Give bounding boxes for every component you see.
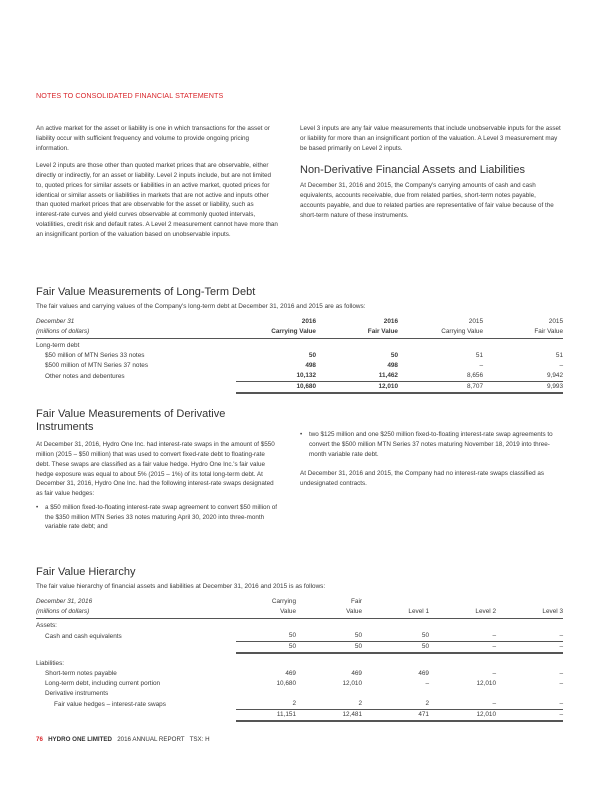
debt-row-value: 498 [305,362,316,370]
hier-header-label-2: (millions of dollars) [36,607,236,619]
fair-value-hierarchy-table [36,597,563,722]
debt-row-label: $50 million of MTN Series 33 notes [45,352,145,360]
table-row [36,361,563,371]
debt-header-col-2: Fair Value [316,327,398,339]
hier-total-value: 471 [362,710,429,722]
bullet-icon: • [36,503,39,511]
hier-header-level-2: Level 2 [429,607,496,619]
hier-total-value: 50 [362,642,429,654]
debt-total-value: 12,010 [316,382,398,394]
debt-row-label: Other notes and debentures [45,372,125,380]
hier-row-label: Long-term debt, including current portion [45,680,161,688]
hier-row-label: Cash and cash equivalents [45,632,122,640]
hierarchy-lead: The fair value hierarchy of financial assets and liabilities at December 31, 2016 and 2015 is as follows: [36,583,326,591]
debt-row-value: 11,462 [378,372,398,380]
debt-total-value: 8,707 [398,382,483,394]
table-row [36,351,563,361]
page-footer [36,735,210,745]
hier-row-value: – [559,632,563,640]
table-total-row [36,642,563,654]
table-row [36,699,563,710]
hier-row-value: 12,010 [476,680,496,688]
hier-row-value: – [425,680,429,688]
derivative-bullet-list-2 [300,430,562,459]
hier-row-value: 2 [358,700,362,708]
hier-row-value: 469 [351,670,362,678]
hier-row-value: 2 [292,700,296,708]
non-derivative-heading: Non-Derivative Financial Assets and Liabilities [300,164,525,177]
table-total-row [36,382,563,394]
hier-row-value: 12,010 [342,680,362,688]
intro-right-column [300,124,562,228]
hier-row-value: 469 [285,670,296,678]
hier-row-value: – [559,680,563,688]
hier-header-value: Value [236,607,296,619]
debt-row-value: 51 [475,352,483,360]
derivative-undesignated-paragraph: At December 31, 2016 and 2015, the Company had no interest-rate swaps classified as undesignated contracts. [300,470,544,487]
hier-total-value: 50 [236,642,296,654]
hier-row-value: – [559,700,563,708]
table-total-row [36,710,563,722]
hier-row-value: – [492,700,496,708]
debt-row-value: 10,132 [296,372,316,380]
derivative-right-column [300,430,562,497]
debt-row-value: 9,942 [547,372,563,380]
debt-header-label-1: December 31 [36,318,75,326]
derivative-heading: Fair Value Measurements of Derivative Instruments [36,408,226,434]
long-term-debt-lead: The fair values and carrying values of the Company's long-term debt at December 31, 2016 and 2015 are as follows: [36,303,366,311]
hier-total-value: 11,151 [236,710,296,722]
list-item: • a $50 million fixed-to-floating interest-rate swap agreement to convert $50 million of the $350 million MTN Series 33 notes maturing April 30, 2020 into three-month variable rate debt; and [36,503,278,531]
long-term-debt-section [36,286,563,394]
footer-report: 2016 ANNUAL REPORT [117,736,185,743]
hier-row-value: 50 [288,632,296,640]
hier-total-value: – [429,642,496,654]
hier-row-value: 50 [421,632,429,640]
debt-header-year-4: 2015 [548,318,563,326]
intro-left-column [36,124,278,247]
debt-row-value: – [479,362,483,370]
hier-header-label-1: December 31, 2016 [36,598,93,606]
list-item: • two $125 million and one $250 million fixed-to-floating interest-rate swap agreements to convert the $500 million MTN Series 37 notes maturing November 18, 2019 into three-month variable rate debt. [300,431,553,458]
hier-header-level-3: Level 3 [496,607,563,619]
debt-row-value: 50 [308,352,316,360]
debt-row-value: 8,656 [467,372,483,380]
intro-paragraph-active-market: An active market for the asset or liability is one in which transactions for the asset or liability occur with sufficient frequency and volume to provide ongoing pricing information. [36,125,270,152]
intro-paragraph-level3: Level 3 inputs are any fair value measurements that include unobservable inputs for the asset or liability for more than an insignificant portion of the valuation. A Level 3 measurement may be based primarily on Level 2 inputs. [300,125,561,152]
hier-row-value: 10,680 [276,680,296,688]
derivative-left-column [36,408,278,532]
hier-row-value: 50 [354,632,362,640]
assets-label: Assets: [36,622,57,630]
debt-total-value: 10,680 [236,382,316,394]
hier-header-level-1: Level 1 [362,607,429,619]
bullet-icon: • [300,431,303,438]
derivative-bullet-list [36,503,278,532]
footer-ticker: TSX: H [189,736,210,743]
debt-group-label: Long-term debt [36,342,80,350]
hier-total-value: 12,481 [296,710,362,722]
hier-total-value: – [496,710,563,722]
table-row [36,679,563,689]
table-row [36,371,563,382]
hier-row-label: Fair value hedges – interest-rate swaps [54,700,166,708]
hier-row-label: Short-term notes payable [45,670,117,678]
hier-row-value: – [492,670,496,678]
long-term-debt-table [36,317,563,394]
debt-header-label-2: (millions of dollars) [36,327,236,339]
debt-row-value: 50 [390,352,398,360]
liabilities-label: Liabilities: [36,660,65,668]
hier-header-value: Value [296,607,362,619]
hier-total-value: – [496,642,563,654]
debt-row-value: 498 [387,362,398,370]
non-derivative-paragraph: At December 31, 2016 and 2015, the Company's carrying amounts of cash and cash equivalents, accounts receivable, due from related parties, short-term notes payable, accounts payable, and due to related parties are representative of fair value because of the short-term nature of these instruments. [300,182,554,219]
table-row [36,669,563,679]
debt-header-col-4: Fair Value [483,327,563,339]
debt-row-value: – [559,362,563,370]
footer-company: HYDRO ONE LIMITED [48,736,113,743]
derivative-instruments-label: Derivative instruments [45,690,109,698]
long-term-debt-heading: Fair Value Measurements of Long-Term Debt [36,286,256,298]
debt-header-year-3: 2015 [468,318,483,326]
hier-row-value: 469 [418,670,429,678]
hier-row-value: 2 [425,700,429,708]
hier-header-fair: Fair [350,598,362,606]
hier-total-value: 12,010 [429,710,496,722]
table-row [36,631,563,642]
debt-header-col-1: Carrying Value [236,327,316,339]
debt-row-label: $500 million of MTN Series 37 notes [45,362,149,370]
debt-row-value: 51 [555,352,563,360]
fair-value-hierarchy-section [36,566,563,722]
debt-header-col-3: Carrying Value [398,327,483,339]
hier-header-carrying: Carrying [271,598,296,606]
hier-total-value: 50 [296,642,362,654]
debt-total-value: 9,993 [483,382,563,394]
debt-header-year-1: 2016 [301,318,316,326]
intro-paragraph-level2: Level 2 inputs are those other than quoted market prices that are observable, either directly or indirectly, for an asset or liability. Level 2 inputs include, but are not limited to, quoted prices for similar assets or liabilities in an active market, quoted prices for identical or similar assets or liabilities in markets that are not active and inputs other than quoted market prices that are observable for the asset or liability, such as interest-rate curves and yield curves observable at commonly quoted intervals, volatilities, credit risk and default rates. A Level 2 measurement cannot have more than an insignificant portion of the valuation based on unobservable inputs. [36,162,278,238]
section-header: NOTES TO CONSOLIDATED FINANCIAL STATEMENTS [36,91,224,100]
derivative-paragraph: At December 31, 2016, Hydro One Inc. had interest-rate swaps in the amount of $550 million (2015 – $50 million) that was used to convert fixed-rate debt to floating-rate debt. These swaps are classified as a fair value hedge. Hydro One Inc.'s fair value hedge exposure was equal to about 5% (2015 – 1%) of its total long-term debt. At December 31, 2016, Hydro One Inc. had the following interest-rate swaps designated as fair value hedges: [36,441,275,498]
hier-row-value: – [559,670,563,678]
hier-row-value: – [492,632,496,640]
hierarchy-heading: Fair Value Hierarchy [36,566,136,578]
page-number: 76 [36,736,43,743]
debt-header-year-2: 2016 [383,318,398,326]
